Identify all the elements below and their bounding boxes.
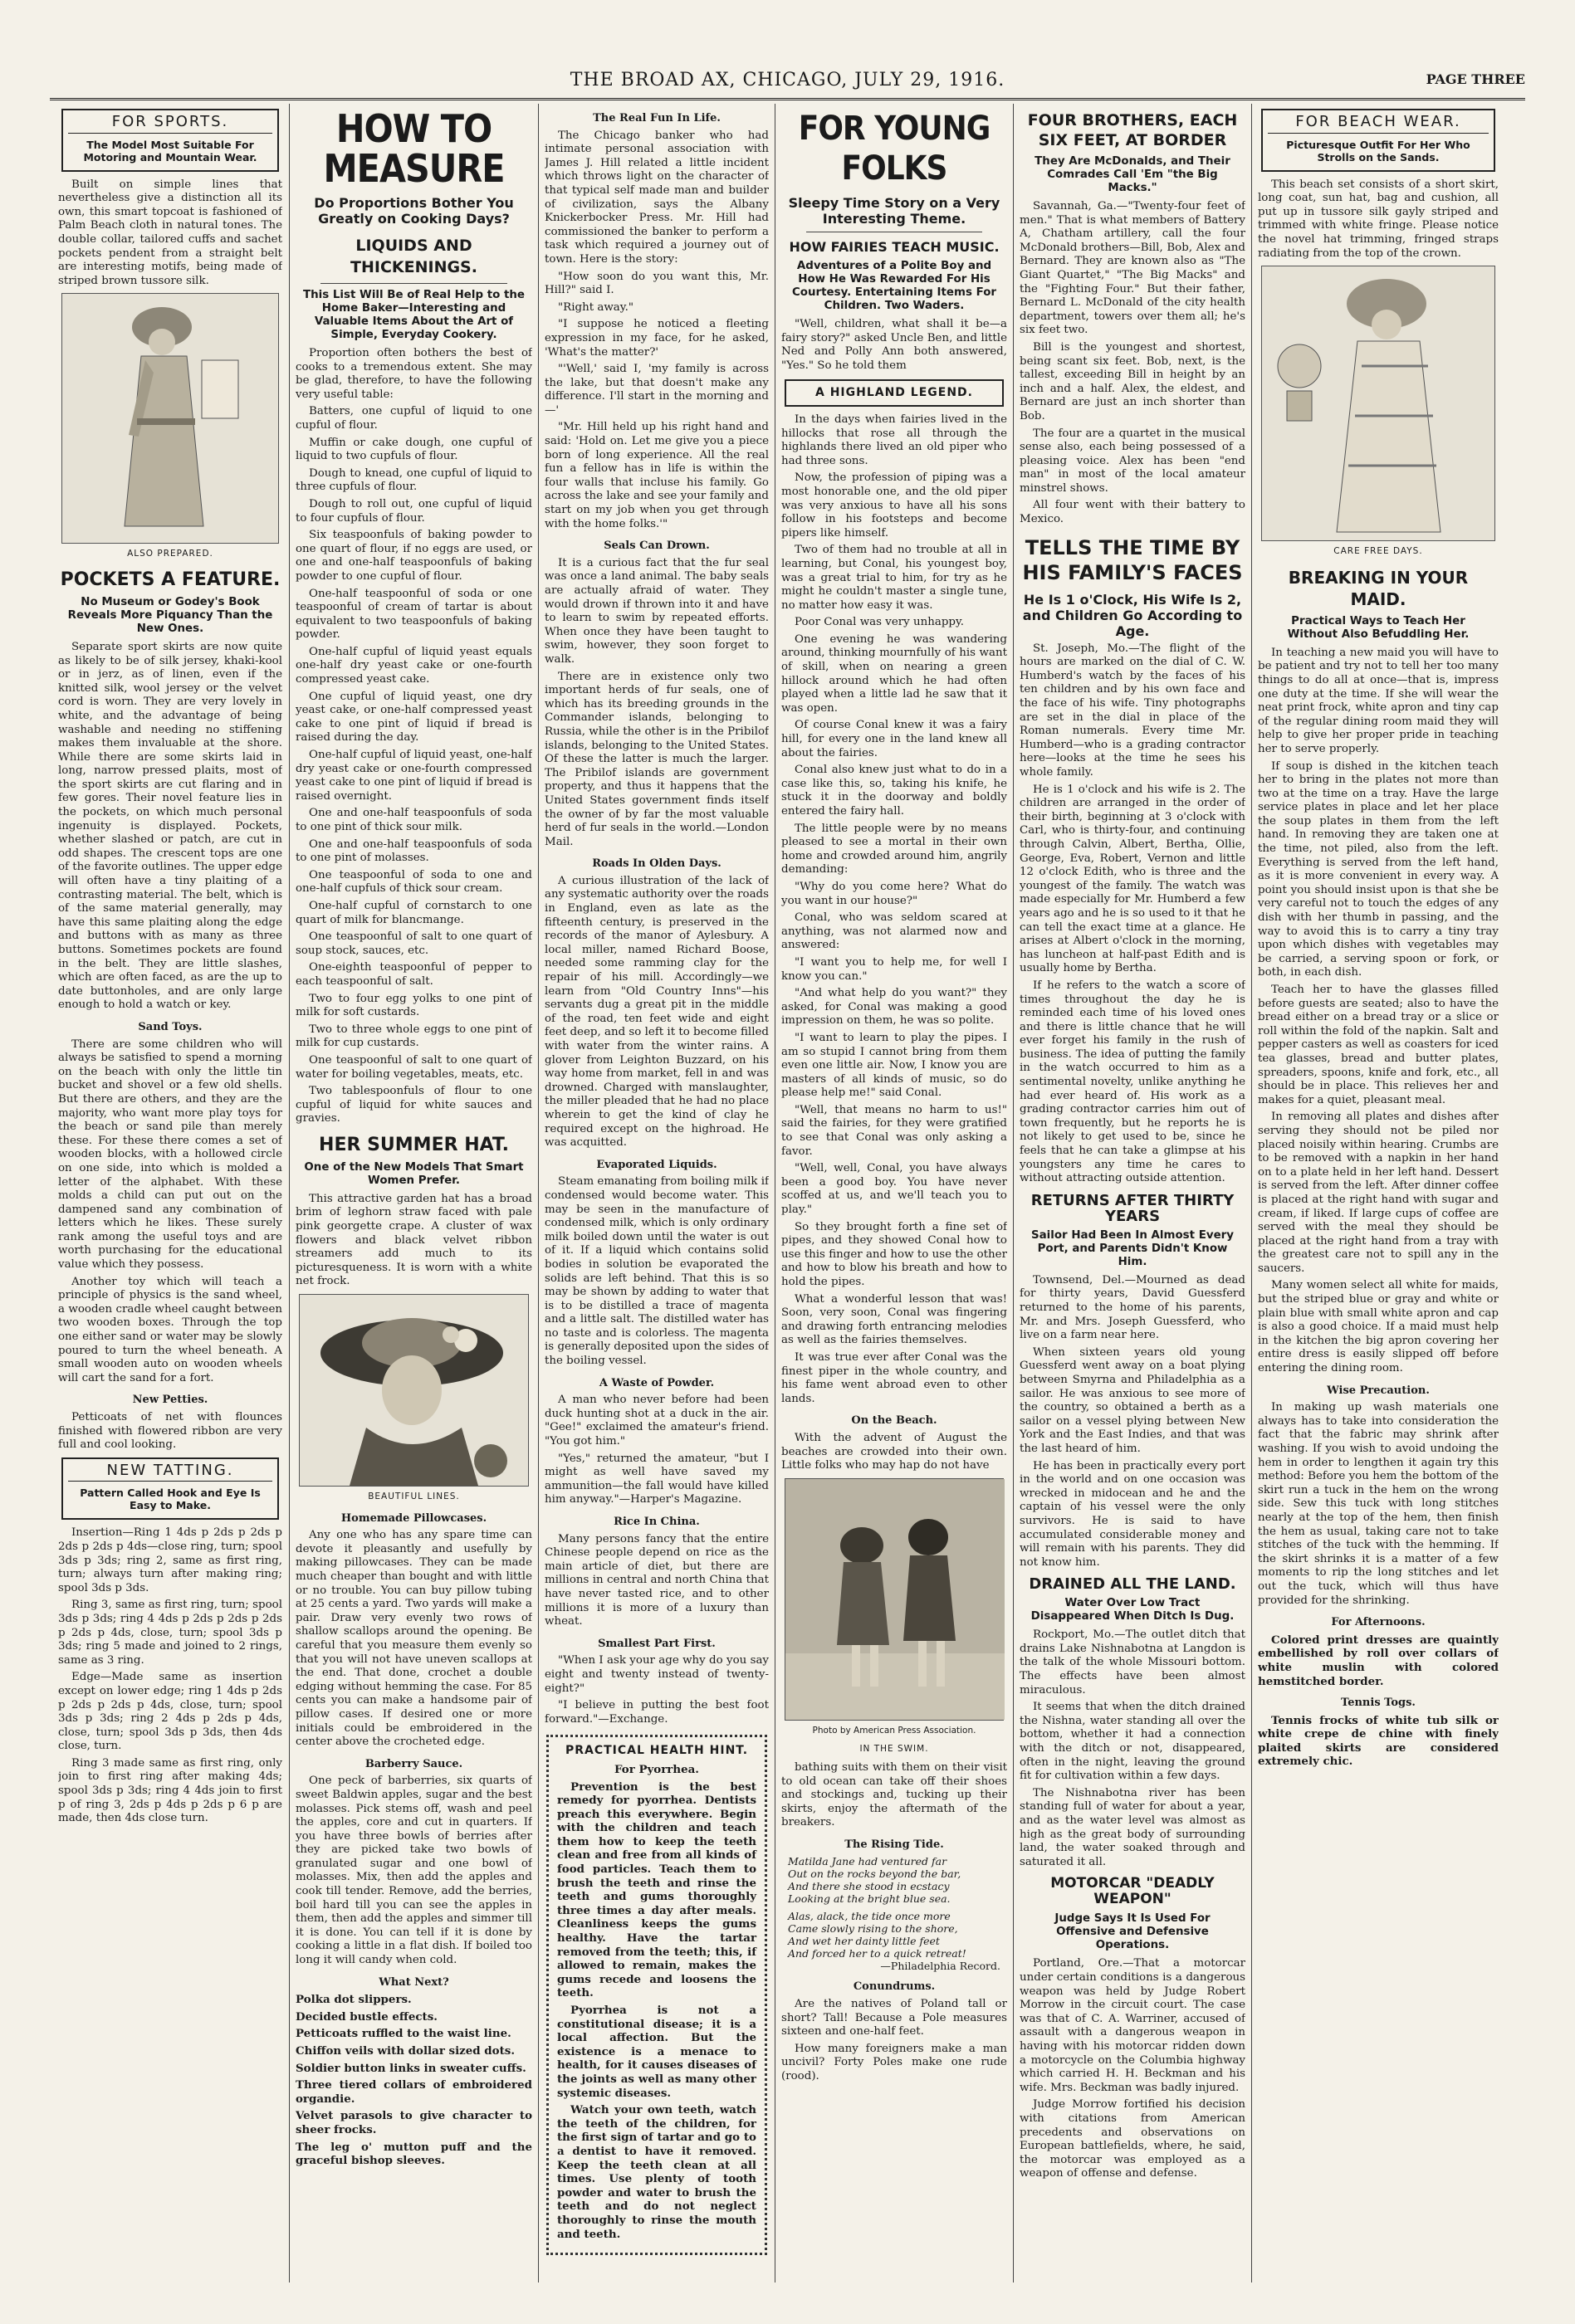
hat-illustration — [299, 1294, 529, 1487]
tatting-text-1: Insertion—Ring 1 4ds p 2ds p 2ds p 2ds p 2ds p 4ds—close ring, turn; spool 3ds p 3ds; ring 2, same as first ring, turn; always turn after making ring; spool 3ds p 3ds. — [58, 1526, 282, 1594]
how-to-measure-subtitle: Do Proportions Bother You Greatly on Cooking Days? — [314, 195, 514, 227]
pockets-subtitle: No Museum or Godey's Book Reveals More Piquancy Than the New Ones. — [67, 595, 273, 635]
poem-line: Out on the rocks beyond the bar, — [788, 1868, 961, 1881]
column-rule — [289, 104, 290, 2282]
conundrums-title: Conundrums. — [853, 1980, 936, 1994]
column-rule — [538, 104, 539, 2282]
fairies-text: So they brought forth a fine set of pipes, and they showed Conal how to use this finger and how to use the other and how to blow his breath and how to hold the pipes. — [781, 1220, 1007, 1288]
beach-wear-text: This beach set consists of a short skirt, long coat, sun hat, bag and cushion, all put up in tussore silk gayly striped and trimmed with white fringe. Please notice the novel hat trimming, fringed straps radiating from the top of the crown. — [1258, 178, 1499, 260]
beach-wear-heading — [1261, 109, 1495, 172]
poem-line: And wet her dainty little feet — [788, 1935, 940, 1948]
what-next-item: Three tiered collars of embroidered organdie. — [296, 2078, 532, 2106]
health-hint-title: PRACTICAL HEALTH HINT. — [565, 1744, 749, 1758]
on-beach-text: With the advent of August the beaches are crowded into their own. Little folks who may hap do not have — [781, 1431, 1007, 1472]
fairies-text: "I want to learn to play the pipes. I am so stupid I cannot bring from them even one little air. Now, I know you are masters of all kinds of music, so do please help me!" said Conal. — [781, 1031, 1007, 1100]
powder-text: A man who never before had been duck hunting shot at a duck in the air. "Gee!" exclaimed the amateur's friend. "You got him." — [545, 1394, 769, 1448]
maid-text: In teaching a new maid you will have to be patient and try not to tell her too many things to do all at once—that is, impress one duty at the time. If she will wear the neat print frock, white apron and tiny cap of the regular dining room maid they will help to give her proper pride in teaching her to serve properly. — [1258, 646, 1499, 755]
column-2 — [296, 104, 532, 2282]
fairies-text: "Well, that means no harm to us!" said the fairies, for they were gratified to see that Conal was only asking a favor. — [781, 1103, 1007, 1158]
column-rule — [1251, 104, 1252, 2282]
new-petties-title: New Petties. — [132, 1394, 208, 1407]
drained-text: The Nishnabotna river has been standing full of water for about a year, and as the water level was almost as high as the great body of surrounding land, the water soaked through and saturated it all. — [1020, 1786, 1245, 1868]
fairies-text: "Why do you come here? What do you want in our house?" — [781, 880, 1007, 907]
how-to-measure-title: HOW TO MEASURE — [323, 106, 505, 191]
powder-text: "Yes," returned the amateur, "but I might as well have saved my ammunition—the fall would have killed him anyway."—Harper's Magazine. — [545, 1452, 769, 1506]
masthead-title: THE BROAD AX, CHICAGO, JULY 29, 1916. — [570, 70, 1005, 90]
fairies-text: Now, the profession of piping was a most honorable one, and the old piper was very anxious to have all his sons follow in his footsteps and become pipers like himself. — [781, 471, 1007, 540]
column-6 — [1258, 104, 1499, 2282]
health-hint-subtitle: For Pyorrhea. — [614, 1762, 699, 1776]
seals-text: There are in existence only two important herds of fur seals, one of which has its breeding grounds in the Commander islands, belonging to Russia, while the other is in the Pribilof islands, belonging to the United States. Of these the latter is much the larger. The Pribilof islands are government property, and thus it happens that the United States government finds itself the owner of by far the most valuable herd of fur seals in the world.—London Mail. — [545, 670, 769, 848]
tatting-title: NEW TATTING. — [68, 1464, 272, 1482]
smallest-text: "When I ask your age why do you say eight and twenty instead of twenty-eight?" — [545, 1654, 769, 1695]
brothers-text: All four went with their battery to Mexico. — [1020, 499, 1245, 526]
brothers-deck: They Are McDonalds, and Their Comrades Call 'Em "the Big Macks." — [1035, 155, 1230, 194]
fairies-text: "I want you to help me, for well I know you can." — [781, 955, 1007, 983]
column-rule — [1013, 104, 1014, 2282]
rising-tide-poem — [788, 1855, 1000, 1972]
measure-item: One teaspoonful of salt to one quart of water for boiling vegetables, meats, etc. — [296, 1053, 532, 1081]
for-sports-subtitle: The Model Most Suitable For Motoring and Mountain Wear. — [83, 138, 257, 164]
column-1 — [58, 104, 282, 2282]
beach-wear-caption: CARE FREE DAYS. — [1333, 546, 1423, 557]
smallest-text: "I believe in putting the best foot forward."—Exchange. — [545, 1699, 769, 1726]
what-next-item: The leg o' mutton puff and the graceful bishop sleeves. — [296, 2140, 532, 2168]
poem-attribution: —Philadelphia Record. — [880, 1960, 1000, 1973]
afternoons-title: For Afternoons. — [1331, 1616, 1426, 1629]
measure-item: One and one-half teaspoonfuls of soda to one pint of molasses. — [296, 837, 532, 865]
column-5 — [1020, 104, 1245, 2282]
returns-text: He has been in practically every port in the world and on one occasion was wrecked in midocean and he and the captain of his vessel were the only survivors. He is said to have accumulated considerable money and will remain with his parents. They did not know him. — [1020, 1459, 1245, 1569]
roads-text: A curious illustration of the lack of any systematic authority over the roads in England, even as late as the fifteenth century, is preserved in the records of the manor of Aylesbury. A local miller, named Richard Boose, needed some ramming clay for the repair of his mill. Accordingly—we learn from "Old Country Inns"—his servants dug a great pit in the middle of the road, ten feet wide and eight feet deep, and so left it to become filled with water from the winter rains. A glover from Leighton Buzzard, on his way home from market, fell in and was drowned. Charged with manslaughter, the miller pleaded that he had no place wherein to get the kind of clay he required except on the highroad. He was acquitted. — [545, 874, 769, 1150]
fairies-text: Poor Conal was very unhappy. — [795, 616, 965, 629]
sand-toys-text-2: Another toy which will teach a principle of physics is the sand wheel, a wooden cradle wheel caught between two wooden boxes. Through the top one either sand or water may be slowly poured to turn the wheel beneath. A small wooden auto on wooden wheels will cart the sand for a fort. — [58, 1275, 282, 1384]
real-fun-text: "Right away." — [558, 300, 633, 314]
fairies-text: Of course Conal knew it was a fairy hill, for every one in the land knew all about the fairies. — [781, 719, 1007, 759]
summer-hat-title: HER SUMMER HAT. — [319, 1134, 509, 1155]
tells-time-text: St. Joseph, Mo.—The flight of the hours are marked on the dial of C. W. Humberd's watch by the faces of his ten children and by his own face and the face of his wife. Tiny photographs are set in the dial in place of the Roman numerals. Every time Mr. Humberd—who is a grading contractor here—looks at the time he sees his whole family. — [1020, 642, 1245, 779]
tennis-togs-title: Tennis Togs. — [1341, 1697, 1416, 1710]
brothers-text: The four are a quartet in the musical sense also, each being possessed of a pleasing voice. Alex has been "end man" in most of the local amateur minstrel shows. — [1020, 427, 1245, 495]
tells-time-text: He is 1 o'clock and his wife is 2. The children are arranged in the order of their birth, beginning at 3 o'clock with Carl, who is thirty-four, and continuing through Calvin, Albert, Bertha, Ollie, George, Eva, Robert, Vernon and little 12 o'clock Edith, who is three and the youngest of the family. The watch was made especially for Mr. Humberd a few years ago and he is so used to it that he can tell the exact time at a glance. He arises at Albert o'clock in the morning, has luncheon at half-past Edith and is usually home by Bertha. — [1020, 783, 1245, 975]
what-next-item: Decided bustle effects. — [296, 2009, 438, 2024]
real-fun-title: The Real Fun In Life. — [593, 112, 721, 124]
barberry-text: One peck of barberries, six quarts of sweet Baldwin apples, sugar and the best molasses. Pick stems off, wash and peel the apples, core and cut in quarters. If you have three bowls of berries after they are picked take two bowls of granulated sugar and one bowl of molasses. Mix, then add the apples and cook till tender. Remove, add the berries, boil hard till you can see the apples in them, then add the apples and simmer till it is done. You can tell if it is done by cooking a little in a flat dish. If boiled too long it will candy when cold. — [296, 1775, 532, 1967]
tennis-togs-text: Tennis frocks of white tub silk or white crepe de chine with finely plaited skirts are considered extremely chic. — [1258, 1713, 1499, 1769]
returns-deck: Sailor Had Been In Almost Every Port, and Parents Didn't Know Him. — [1031, 1228, 1234, 1268]
measure-item: Dough to knead, one cupful of liquid to three cupfuls of flour. — [296, 466, 532, 494]
tells-time-deck: He Is 1 o'Clock, His Wife Is 2, and Children Go According to Age. — [1022, 591, 1243, 639]
tatting-subtitle: Pattern Called Hook and Eye Is Easy to Make. — [80, 1487, 261, 1512]
health-hint-text: Pyorrhea is not a constitutional disease; it is a local affection. But the existence is a menace to health, for it causes diseases of the joints as well as many other systemic diseases. — [557, 2004, 756, 2100]
summer-hat-subtitle: One of the New Models That Smart Women Prefer. — [304, 1160, 524, 1187]
young-folks-title: FOR YOUNG FOLKS — [798, 110, 990, 188]
wise-precaution-text: In making up wash materials one always has to take into consideration the fact that the fabric may shrink after washing. If you wish to avoid undoing the hem in order to lengthen it again try this method: Before you hem the bottom of the skirt run a tuck in the hem on the wrong side. Sew this tuck with long stitches nearly at the top of the hem, then finish the hem as usual, taking care not to take stitches of the tuck with the hemming. If the skirt shrinks it is a matter of a few moments to rip the long stitches and let out the tuck, which will thus have provided for the shrinking. — [1258, 1401, 1499, 1607]
for-sports-heading — [61, 109, 279, 172]
maid-deck: Practical Ways to Teach Her Without Also Befuddling Her. — [1287, 614, 1470, 641]
poem-line: Alas, alack, the tide once more — [788, 1910, 951, 1923]
health-hint-box — [546, 1735, 767, 2255]
seals-text: It is a curious fact that the fur seal was once a land animal. The baby seals are actually afraid of water. They would drown if thrown into it and have to learn to swim by repeated efforts. When once they have been taught to swim, however, they soon forget to walk. — [545, 556, 769, 666]
measure-deck: This List Will Be of Real Help to the Home Baker—Interesting and Valuable Items About the Art of Simple, Everyday Cookery. — [303, 289, 525, 341]
maid-text: Teach her to have the glasses filled before guests are seated; also to have the bread either on a bread tray or a slice or roll within the fold of the napkin. Salt and pepper casters as well as coasters for iced tea glasses, bread and butter plates, spreaders, spoons, knife and fork, etc., all should be in place. This relieves her and makes for a quiet, pleasant meal. — [1258, 984, 1499, 1106]
rice-text: Many persons fancy that the entire Chinese people depend on rice as the main article of diet, but there are millions in central and north China that have never tasted rice, and to other millions it is more of a luxury than wheat. — [545, 1532, 769, 1628]
what-next-item: Petticoats ruffled to the waist line. — [296, 2027, 511, 2041]
measure-item: Six teaspoonfuls of baking powder to one quart of flour, if no eggs are used, or one and one-half teaspoonfuls of baking powder to one cupful of flour. — [296, 529, 532, 583]
conundrums-text: How many foreigners make a man uncivil? Forty Poles make one rude (rood). — [781, 2042, 1007, 2083]
wise-precaution-title: Wise Precaution. — [1327, 1384, 1430, 1397]
returns-text: Townsend, Del.—Mourned as dead for thirty years, David Guessferd returned to the home of his parents, Mr. and Mrs. Joseph Guessferd, who live on a farm near here. — [1020, 1273, 1245, 1342]
masthead — [50, 65, 1525, 100]
real-fun-text: "'Well,' said I, 'my family is across the lake, but that doesn't make any difference. I'll start in the morning and—' — [545, 363, 769, 417]
measure-item: Two to four egg yolks to one pint of milk for soft custards. — [296, 992, 532, 1019]
measure-item: Batters, one cupful of liquid to one cupful of flour. — [296, 405, 532, 432]
evaporated-title: Evaporated Liquids. — [596, 1158, 717, 1171]
motorcar-title: MOTORCAR "DEADLY WEAPON" — [1050, 1875, 1215, 1908]
fairies-text: The little people were by no means pleased to see a mortal in their own home and crowded around him, angrily demanding: — [781, 822, 1007, 876]
beach-wear-subtitle: Picturesque Outfit For Her Who Strolls on the Sands. — [1286, 138, 1470, 164]
measure-item: Dough to roll out, one cupful of liquid to four cupfuls of flour. — [296, 497, 532, 525]
highland-legend-heading: A HIGHLAND LEGEND. — [785, 379, 1004, 407]
sports-caption: ALSO PREPARED. — [127, 549, 213, 559]
what-next-item: Chiffon veils with dollar sized dots. — [296, 2044, 515, 2058]
fairies-text: In the days when fairies lived in the hillocks that rose all through the highlands there lived an old piper who had three sons. — [781, 413, 1007, 467]
measure-item: One teaspoonful of soda to one and one-half cupfuls of thick sour cream. — [296, 868, 532, 896]
photo-caption: IN THE SWIM. — [859, 1744, 929, 1755]
health-hint-text: Watch your own teeth, watch the teeth of the children, for the first sign of tartar and go to a dentist to have it removed. Keep the teeth clean at all times. Use plenty of tooth powder and water to brush the teeth and do not neglect thoroughly to rinse the mouth and teeth. — [557, 2103, 756, 2241]
barberry-title: Barberry Sauce. — [364, 1757, 463, 1770]
measure-item: Two tablespoonfuls of flour to one cupful of liquid for white sauces and gravies. — [296, 1085, 532, 1125]
tatting-text-2: Ring 3, same as first ring, turn; spool 3ds p 3ds; ring 4 4ds p 2ds p 2ds p 2ds p 2ds p 4ds, close, turn; spool 3ds p 3ds; ring 5 made and joined to 2 rings, same as 3 ring. — [58, 1599, 282, 1667]
sand-toys-text-1: There are some children who will always be satisfied to spend a morning on the beach with only the little tin bucket and shovel or a few old shells. But there are others, and they are the majority, who want more play toys for the beach or sand pile than merely these. For these there comes a set of wooden blocks, with a hollowed circle on one side, into which is molded a letter of the alphabet. With these molds a child can put out on the dampened sand any combination of letters which he likes. These surely rank among the useful toys and are worth purchasing for the educational value which they possess. — [58, 1038, 282, 1272]
tatting-text-4: Ring 3 made same as first ring, only join to first ring after making 4ds; spool 3ds p 3ds; ring 4 4ds join to first p of ring 3, 2ds p 4ds p 2ds p 6 p are made, then 4ds close turn. — [58, 1756, 282, 1825]
tells-time-text: If he refers to the watch a score of times throughout the day he is reminded each time of his loved ones and there is little chance that he will ever forget his family in the rush of business. The idea of putting the family in the watch occurred to him as a sentimental novelty, unlike anything he had ever heard of. His work as a grading contractor carries him out of town frequently, but he reports he is not likely to get used to be, since he feels that he can take a glimpse at his youngsters any time he cares to without attracting outside attention. — [1020, 979, 1245, 1185]
pockets-title: POCKETS A FEATURE. — [60, 569, 281, 590]
new-petties-text: Petticoats of net with flounces finished with flowered ribbon are very full and cool looking. — [58, 1411, 282, 1452]
returns-title: RETURNS AFTER THIRTY YEARS — [1030, 1191, 1235, 1225]
real-fun-text: The Chicago banker who had intimate personal association with James J. Hill related a little incident which throws light on the character of that typical self made man and builder of civilization, says the Albany Knickerbocker Press. Mr. Hill had commissioned the banker to perform a task which required a journey out of town. Here is the story: — [545, 129, 769, 266]
evaporated-text: Steam emanating from boiling milk if condensed would become water. This may be seen in the manufacture of condensed milk, which is only ordinary milk boiled down until the water is out of it. If a liquid which contains solid bodies in solution be evaporated the solids are left behind. That this is so may be shown by adding to water that is to be distilled a trace of magenta and a little salt. The distilled water has no taste and is colorless. The magenta is generally deposited upon the sides of the boiling vessel. — [545, 1175, 769, 1368]
what-next-item: Soldier button links in sweater cuffs. — [296, 2061, 526, 2075]
beach-photo — [785, 1478, 1004, 1721]
real-fun-text: "How soon do you want this, Mr. Hill?" said I. — [545, 270, 769, 297]
fairies-text: One evening he was wandering around, thinking mournfully of his want of skill, when on nearing a green hillock around which he had often played when a little lad he saw that it was open. — [781, 632, 1007, 715]
motorcar-text: Judge Morrow fortified his decision with citations from American precedents and observations on European battlefields, where, he said, the motorcar was employed as a weapon of offense and defense. — [1020, 2098, 1245, 2180]
real-fun-text: "I suppose he noticed a fleeting expression in my face, for he asked, 'What's the matter?' — [545, 318, 769, 359]
health-hint-text: Prevention is the best remedy for pyorrhea. Dentists preach this everywhere. Begin with the children and teach them how to keep the teeth clean and free from all kinds of food particles. Teach them to brush the teeth and rinse the teeth and gums thoroughly three times a day after meals. Cleanliness keeps the gums healthy. Have the tartar removed from the teeth; this, if allowed to remain, makes the gums recede and loosens the teeth. — [557, 1780, 756, 2000]
for-sports-text: Built on simple lines that nevertheless give a distinction all its own, this smart topcoat is fashioned of Palm Beach cloth in natural tones. The double collar, tailored cuffs and sachet pockets pendent from a straight belt are interesting motifs, being made of striped brown tussore silk. — [58, 178, 282, 287]
maid-title: BREAKING IN YOUR MAID. — [1288, 567, 1469, 609]
pockets-text: Separate sport skirts are now quite as likely to be of silk jersey, khaki-kool or in jerz, as of linen, even if the knitted silk, wool jersey or the velvet cord is worn. They are very lovely in white, and the advantage of being washable and needing no stiffening makes them invaluable at the shore. While there are some skirts laid in long, narrow pressed plaits, most of the sport skirts are cut flaring and in few gores. Their novel feature lies in the pockets, on which much personal ingenuity is displayed. Pockets, whether slashed or patch, are cut in odd shapes. The crescent tops are one of the favorite outlines. The upper edge will often have a tiny plaiting of a contrasting material. The belt, which is of the same material generally, may have this same plaiting along the edge and buttons with as many as three buttons. Sometimes pockets are found in the belt. They are little slashes, which are often faced, as are the up to date buttonholes, and are only large enough to hold a watch or key. — [58, 640, 282, 1012]
returns-text: When sixteen years old young Guessferd went away on a boat plying between Smyrna and Philadelphia as a sailor. He was anxious to see more of the country, so obtained a berth as a sailor on a vessel plying between New York and the East Indies, and that was the last heard of him. — [1020, 1345, 1245, 1455]
measure-intro: Proportion often bothers the best of cooks to a tremendous extent. She may be glad, therefore, to have the following very useful table: — [296, 347, 532, 401]
drained-deck: Water Over Low Tract Disappeared When Ditch Is Dug. — [1030, 1597, 1235, 1623]
measure-item: One-half cupful of liquid yeast equals one-half dry yeast cake or one-fourth compressed yeast cake. — [296, 645, 532, 686]
young-folks-subtitle: Sleepy Time Story on a Very Interesting Theme. — [788, 195, 1000, 227]
hat-caption: BEAUTIFUL LINES. — [368, 1492, 460, 1502]
measure-item: Muffin or cake dough, one cupful of liquid to two cupfuls of flour. — [296, 436, 532, 463]
poem-line: And forced her to a quick retreat! — [788, 1947, 966, 1960]
measure-item: One and one-half teaspoonfuls of soda to one pint of thick sour milk. — [296, 807, 532, 833]
fairies-text: "Well, well, Conal, you have always been a good boy. You have never scoffed at us, and we'll teach you to play." — [781, 1162, 1007, 1217]
maid-text: Many women select all white for maids, but the striped blue or gray and white or plain blue with small white apron and cap is also a good choice. If a maid must help in the kitchen the big apron covering her entire dress is easily slipped off before entering the dining room. — [1258, 1279, 1499, 1375]
photo-credit: Photo by American Press Association. — [812, 1725, 976, 1736]
rice-title: Rice In China. — [614, 1516, 700, 1528]
measure-item: One-eighth teaspoonful of pepper to each teaspoonful of salt. — [296, 961, 532, 988]
divider — [320, 283, 507, 284]
on-beach-title: On the Beach. — [851, 1414, 937, 1428]
seals-title: Seals Can Drown. — [604, 540, 710, 553]
liquids-heading: LIQUIDS AND THICKENINGS. — [350, 237, 477, 276]
poem-line: And there she stood in ecstacy — [788, 1880, 950, 1893]
poem-line: Matilda Jane had ventured far — [788, 1855, 947, 1868]
fairies-deck: Adventures of a Polite Boy and How He Was Rewarded For His Courtesy. Entertaining Items For Children. Two Waders. — [791, 260, 997, 312]
brothers-text: Savannah, Ga.—"Twenty-four feet of men." That is what members of Battery A, Chatham artillery, call the four McDonald brothers—Bill, Bob, Alex and Bernard. They are known also as "The Giant Quartet," "The Big Macks" and the "Fighting Four." But their father, Bernard L. McDonald of the city health department, towers over them all; he's six feet two. — [1020, 200, 1245, 337]
what-next-item: Velvet parasols to give character to sheer frocks. — [296, 2109, 532, 2136]
fairies-text: "Well, children, what shall it be—a fairy story?" asked Uncle Ben, and little Ned and Polly Ann both answered, "Yes." So he told them — [781, 318, 1007, 372]
fairies-text: What a wonderful lesson that was! Soon, very soon, Conal was fingering and drawing forth entrancing melodies as well as the fairies themselves. — [781, 1292, 1007, 1347]
afternoons-text: Colored print dresses are quaintly embellished by roll over collars of white muslin with colored hemstitched border. — [1258, 1633, 1499, 1688]
measure-item: One cupful of liquid yeast, one dry yeast cake, or one-half compressed yeast cake to one pint of liquid if bread is raised during the day. — [296, 690, 532, 745]
on-beach-text: bathing suits with them on their visit to old ocean can take off their shoes and stockings and, tucking up their skirts, enjoy the aftermath of the breakers. — [781, 1760, 1007, 1829]
brothers-text: Bill is the youngest and shortest, being scant six feet. Bob, next, is the tallest, exceeding Bill in height by an inch and a half. Alex, the eldest, and Bernard are just an inch shorter than Bob. — [1020, 340, 1245, 422]
drained-text: It seems that when the ditch drained the Nishna, water standing all over the bottom, whether it had a connection with the ditch or not, disappeared, often in the night, leaving the ground fit for cultivation within a few days. — [1020, 1701, 1245, 1783]
sports-coat-illustration — [61, 293, 279, 544]
measure-item: One-half cupful of liquid yeast, one-half dry yeast cake or one-fourth compressed yeast cake to one pint of liquid if bread is raised overnight. — [296, 749, 532, 803]
maid-text: In removing all plates and dishes after serving they should not be piled nor placed noisily within hearing. Crumbs are to be removed with a napkin in her hand on to a plate held in her left hand. Dessert is served from the left. After dinner coffee is placed at the right hand with sugar and cream, if liked. If large cups of coffee are served with the meal they should be placed at the right hand from a tray with the greatest care not to spill any in the saucers. — [1258, 1111, 1499, 1275]
what-next-item: Polka dot slippers. — [296, 1993, 412, 2007]
sand-toys-title: Sand Toys. — [138, 1020, 203, 1033]
drained-text: Rockport, Mo.—The outlet ditch that drains Lake Nishnabotna at Langdon is the talk of the whole Missouri bottom. The effects have been almost miraculous. — [1020, 1628, 1245, 1697]
fairies-title: HOW FAIRIES TEACH MUSIC. — [789, 239, 1000, 255]
real-fun-text: "Mr. Hill held up his right hand and said: 'Hold on. Let me give you a piece born of long experience. All the real fun a fellow has in life is within the four walls that incluse his family. Go across the lake and see your family and start on my job when you get through with the home folks.'" — [545, 421, 769, 530]
for-sports-title: FOR SPORTS. — [68, 115, 272, 134]
beach-wear-illustration — [1261, 266, 1495, 541]
page-number: PAGE THREE — [1426, 71, 1525, 87]
fairies-text: Conal also knew just what to do in a case like this, so, taking his knife, he stuck it in the doorway and boldly entered the fairy hall. — [781, 764, 1007, 818]
measure-item: Two to three whole eggs to one pint of milk for cup custards. — [296, 1023, 532, 1050]
smallest-title: Smallest Part First. — [598, 1637, 716, 1650]
pillowcases-text: Any one who has any spare time can devote it pleasantly and usefully by making pillowcases. They can be made much cheaper than bought and with little or no trouble. You can buy pillow tubing at 25 cents a yard. Two yards will make a pair. Draw very evenly two rows of shallow scallops around the opening. Be careful that you measure them evenly so that you will not have uneven scallops at the end. That done, crochet a double edging without hemming the case. For 85 cents you can make a handsome pair of pillow cases. If desired one or more initials could be embroidered in the center above the crocheted edge. — [296, 1529, 532, 1749]
fairies-text: Two of them had no trouble at all in learning, but Conal, his youngest boy, was a great trial to him, for try as he might he couldn't master a single tune, no matter how easy it was. — [781, 544, 1007, 612]
measure-item: One-half teaspoonful of soda or one teaspoonful of cream of tartar is about equivalent to two teaspoonfuls of baking powder. — [296, 587, 532, 642]
poem-line: Came slowly rising to the shore, — [788, 1922, 958, 1936]
pillowcases-title: Homemade Pillowcases. — [340, 1511, 487, 1525]
conundrums-text: Are the natives of Poland tall or short? Tall! Because a Pole measures sixteen and one-half feet. — [781, 1998, 1007, 2038]
tells-time-title: TELLS THE TIME BY HIS FAMILY'S FACES — [1022, 535, 1243, 584]
motorcar-deck: Judge Says It Is Used For Offensive and Defensive Operations. — [1054, 1912, 1211, 1952]
fairies-text: It was true ever after Conal was the finest piper in the whole country, and his fame went abroad even to other lands. — [781, 1350, 1007, 1405]
fairies-text: Conal, who was seldom scared at anything, was not alarmed now and answered: — [781, 911, 1007, 952]
roads-title: Roads In Olden Days. — [592, 857, 721, 871]
brothers-title: FOUR BROTHERS, EACH SIX FEET, AT BORDER — [1027, 111, 1238, 149]
maid-text: If soup is dished in the kitchen teach her to bring in the plates not more than two at the time on a tray. Have the large service plates in place and let her place the soup plates in them from the left hand. In removing they are taken one at the time, not piled, also from the left. Everything is served from the left hand, as it is more convenient in every way. A point you should insist upon is that she be very careful not to touch the edges of any dish with her thumb in passing, and the way to avoid this is to carry a tiny tray upon which dishes with vegetables may be carried, a serving spoon or fork, or both, in each dish. — [1258, 759, 1499, 979]
column-3 — [545, 104, 769, 2282]
tatting-text-3: Edge—Made same as insertion except on lower edge; ring 1 4ds p 2ds p 2ds p 2ds p 4ds, close, turn; spool 3ds p 3ds; ring 2 4ds p 2ds p 4ds, close, turn; spool 3ds p 3ds, then 4ds close, turn. — [58, 1671, 282, 1753]
tatting-heading — [61, 1457, 279, 1521]
motorcar-text: Portland, Ore.—That a motorcar under certain conditions is a dangerous weapon was held by Judge Robert Morrow in the circuit court. The case was that of C. A. Warriner, accused of assault with a dangerous weapon in having with his motorcar ridden down a motorcycle on the Columbia highway which carried H. H. Beckman and his wife. Mrs. Beckman was badly injured. — [1020, 1957, 1245, 2094]
beach-wear-title: FOR BEACH WEAR. — [1268, 115, 1489, 134]
drained-title: DRAINED ALL THE LAND. — [1029, 1575, 1236, 1594]
measure-item: One teaspoonful of salt to one quart of soup stock, sauces, etc. — [296, 930, 532, 957]
measure-item: One-half cupful of cornstarch to one quart of milk for blancmange. — [296, 899, 532, 926]
fairies-text: "And what help do you want?" they asked, for Conal was making a good impression on them, he was so polite. — [781, 987, 1007, 1028]
what-next-title: What Next? — [379, 1975, 449, 1989]
column-4 — [781, 104, 1007, 2282]
summer-hat-text: This attractive garden hat has a broad brim of leghorn straw faced with pale pink georgette crape. A cluster of wax flowers and black velvet ribbon streamers add much to its picturesqueness. It is worn with a white net frock. — [296, 1192, 532, 1288]
poem-line: Looking at the bright blue sea. — [788, 1892, 951, 1906]
rising-tide-title: The Rising Tide. — [844, 1838, 944, 1851]
powder-title: A Waste of Powder. — [599, 1376, 715, 1389]
